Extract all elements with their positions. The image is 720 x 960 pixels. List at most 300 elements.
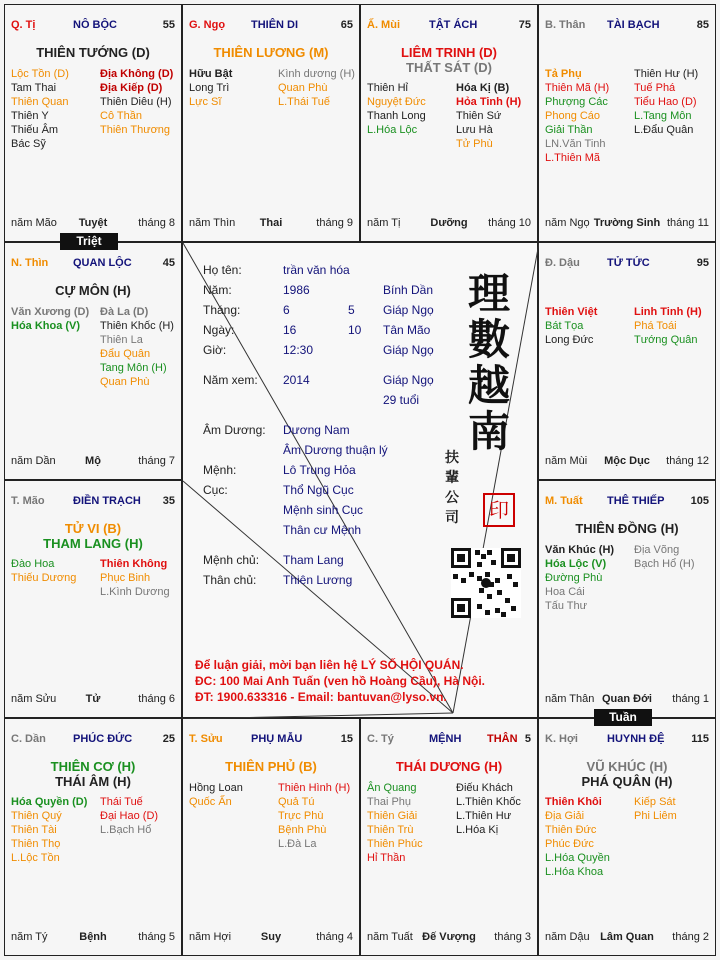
minor-star: Quan Phù: [278, 82, 328, 94]
than-chu-label: Thân chủ:: [203, 573, 257, 587]
minor-star: Thiên Sứ: [456, 110, 502, 122]
minor-star: Hồng Loan: [189, 782, 243, 794]
month-label: tháng 5: [138, 931, 175, 943]
branch-label: Q. Tị: [11, 19, 36, 31]
palace-name: HUYNH ĐỆ: [607, 733, 665, 745]
branch-label: N. Thìn: [11, 257, 49, 269]
main-star: VŨ KHÚC (H): [586, 759, 668, 774]
minor-star: Địa Võng: [634, 544, 680, 556]
star-column-right: [634, 795, 677, 823]
month-lunar: 5: [348, 303, 355, 317]
palace-name: PHỤ MẪU: [251, 733, 303, 745]
palace-cell-mao[interactable]: [4, 480, 182, 718]
main-star: THAM LANG (H): [43, 536, 143, 551]
star-column-right: [634, 543, 695, 571]
life-stage: Dưỡng: [430, 217, 468, 229]
palace-cell-tuat[interactable]: [538, 480, 716, 718]
name-value: trần văn hóa: [283, 263, 350, 277]
minor-star: Thai Phụ: [367, 796, 412, 808]
life-stage: Tuyệt: [78, 217, 108, 229]
month-label: tháng 1: [672, 693, 709, 705]
minor-star: L.Thiên Mã: [545, 152, 601, 164]
branch-label: T. Sửu: [189, 733, 223, 745]
day-lunar: 10: [348, 323, 362, 337]
minor-star: L.Hóa Khoa: [545, 866, 604, 878]
palace-header: [11, 495, 175, 511]
contact-line-3: ĐT: 1900.633316 - Email: bantuvan@lyso.vn.: [195, 690, 447, 704]
palace-cell-mui[interactable]: [360, 4, 538, 242]
minor-star: Tả Phụ: [545, 68, 582, 80]
minor-star: L.Hóa Quyền: [545, 852, 610, 864]
minor-star: L.Bạch Hổ: [100, 824, 152, 836]
palace-header: [367, 19, 531, 35]
minor-star: Hữu Bật: [189, 68, 233, 80]
year-label: năm Mùi: [545, 455, 588, 467]
star-column-right: [634, 305, 702, 347]
life-stage: Suy: [260, 931, 282, 943]
palace-footer: [545, 693, 709, 707]
minor-star: Phá Toái: [634, 320, 677, 332]
palace-number: 105: [690, 495, 709, 507]
main-star: THÁI DƯƠNG (H): [395, 759, 503, 774]
minor-star: L.Đẩu Quân: [634, 124, 694, 136]
month-value: 6: [283, 303, 290, 317]
main-star: THIÊN PHỦ (B): [225, 759, 317, 774]
main-stars: [361, 45, 537, 75]
main-star: THIÊN LƯƠNG (M): [213, 45, 329, 60]
month-label: tháng 8: [138, 217, 175, 229]
palace-header: [189, 19, 353, 35]
palace-number: 15: [340, 733, 353, 745]
palace-name: ĐIỀN TRẠCH: [73, 495, 141, 507]
minor-star: Quốc Ấn: [189, 796, 232, 808]
main-stars: [5, 283, 181, 298]
palace-number: 115: [691, 733, 709, 745]
palace-name: PHÚC ĐỨC: [73, 733, 133, 745]
palace-footer: [189, 217, 353, 231]
main-star: THIÊN TƯỚNG (D): [36, 45, 150, 60]
star-column-left: [189, 67, 232, 109]
palace-number: 65: [340, 19, 353, 31]
than-marker: THÂN: [487, 733, 518, 745]
palace-number: 85: [696, 19, 709, 31]
view-year-label: Năm xem:: [203, 373, 258, 387]
year-label: năm Dậu: [545, 931, 590, 943]
menh-value: Lô Trung Hỏa: [283, 463, 356, 477]
palace-cell-suu[interactable]: [182, 718, 360, 956]
minor-star: Bác Sỹ: [11, 138, 46, 150]
calligraphy-char: 南: [468, 407, 511, 456]
main-stars: [539, 521, 715, 536]
year-label: năm Tuất: [367, 931, 413, 943]
minor-star: Trực Phù: [278, 810, 324, 822]
life-stage: Quan Đới: [602, 693, 652, 705]
year-label: năm Tị: [367, 217, 401, 229]
branch-label: M. Tuất: [545, 495, 583, 507]
hour-value: 12:30: [283, 343, 314, 357]
minor-star: Tiểu Hao (D): [634, 96, 697, 108]
year-label: năm Thân: [545, 693, 595, 705]
view-cancan: Giáp Ngọ: [383, 373, 434, 387]
year-label: Năm:: [203, 283, 232, 297]
minor-star: Thiên Trù: [367, 824, 414, 836]
main-stars: [5, 45, 181, 60]
year-label: năm Thìn: [189, 217, 236, 229]
minor-star: Thiên Giải: [367, 810, 418, 822]
month-label: tháng 2: [672, 931, 709, 943]
contact-line-2: ĐC: 100 Mai Anh Tuấn (ven hồ Hoàng Cầu), Hà Nội.: [195, 674, 486, 688]
minor-star: Đại Hao (D): [100, 810, 159, 822]
star-column-right: [100, 305, 174, 389]
month-label: tháng 6: [138, 693, 175, 705]
main-stars: [183, 45, 359, 60]
year-cancan: Bính Dần: [383, 283, 434, 297]
minor-star: L.Hóa Kị: [456, 824, 499, 836]
minor-star: Tấu Thư: [545, 600, 588, 612]
minor-star: Hỏa Tinh (H): [456, 96, 522, 108]
center-info-panel: [182, 242, 538, 718]
branch-label: Ấ. Mùi: [367, 19, 400, 31]
palace-header: [189, 733, 353, 749]
minor-star: Thái Tuế: [100, 796, 143, 808]
palace-header: [11, 19, 175, 35]
main-star: THIÊN CƠ (H): [50, 759, 136, 774]
minor-star: Địa Không (D): [100, 68, 174, 80]
branch-label: G. Ngọ: [189, 19, 226, 31]
star-column-left: [545, 543, 614, 613]
than-chu-value: Thiên Lương: [283, 573, 353, 587]
minor-star: Phong Cáo: [545, 110, 601, 122]
minor-star: L.Tang Môn: [634, 110, 692, 122]
hour-label: Giờ:: [203, 343, 227, 357]
life-stage: Bệnh: [79, 931, 107, 943]
life-stage: Thai: [259, 217, 283, 229]
minor-star: Quả Tú: [278, 796, 315, 808]
minor-star: Địa Giải: [545, 810, 585, 822]
palace-footer: [367, 217, 531, 231]
minor-star: Thiên Khốc (H): [100, 320, 174, 332]
palace-footer: [545, 931, 709, 945]
palace-number: 35: [162, 495, 175, 507]
minor-star: Hoa Cái: [545, 586, 585, 598]
palace-footer: [11, 931, 175, 945]
palace-cell-thin[interactable]: [4, 242, 182, 480]
palace-number: 25: [162, 733, 175, 745]
main-stars: [183, 759, 359, 774]
star-column-left: [11, 795, 87, 865]
palace-header: [545, 257, 709, 273]
minor-star: Giải Thần: [545, 124, 593, 136]
minor-star: Đà La (D): [100, 306, 149, 318]
minor-star: Thanh Long: [367, 110, 426, 122]
palace-cell-hoi[interactable]: [538, 718, 716, 956]
minor-star: L.Đà La: [278, 838, 317, 850]
palace-name: TỬ TỨC: [607, 257, 650, 269]
life-stage: Trường Sinh: [593, 217, 661, 229]
minor-star: Quan Phù: [100, 376, 150, 388]
name-label: Họ tên:: [203, 263, 242, 277]
minor-star: Thiên Thương: [100, 124, 171, 136]
cuc-value-3: Thân cư Mệnh: [283, 523, 362, 537]
star-column-left: [11, 67, 69, 151]
palace-footer: [11, 217, 175, 231]
minor-star: Ân Quang: [367, 782, 417, 794]
triet-tag: Triệt: [60, 233, 118, 250]
minor-star: Hỉ Thần: [367, 852, 406, 864]
month-label: tháng 9: [316, 217, 353, 229]
palace-number: 95: [696, 257, 709, 269]
minor-star: Thiên Diêu (H): [100, 96, 172, 108]
star-column-left: [367, 781, 423, 865]
tuan-tag: Tuần: [594, 709, 652, 726]
main-star: PHÁ QUÂN (H): [581, 774, 673, 789]
life-stage: Mộ: [85, 455, 101, 467]
minor-star: Địa Kiếp (D): [100, 82, 163, 94]
minor-star: Thiên Hình (H): [278, 782, 351, 794]
minor-star: Long Trì: [189, 82, 230, 94]
palace-name: MỆNH: [429, 733, 462, 745]
month-label: tháng 4: [316, 931, 353, 943]
main-star: CỰ MÔN (H): [55, 283, 131, 298]
minor-star: Thiên Hỉ: [367, 82, 408, 94]
minor-star: Kình dương (H): [278, 68, 355, 80]
minor-star: L.Lộc Tồn: [11, 852, 60, 864]
minor-star: Thiên Thọ: [11, 838, 61, 850]
star-column-right: [100, 67, 173, 137]
main-stars: [361, 759, 537, 774]
minor-star: Thiên Không: [100, 558, 168, 570]
year-label: năm Tý: [11, 931, 48, 943]
minor-star: Lộc Tồn (D): [11, 68, 69, 80]
contact-line-1: Để luận giải, mời bạn liên hệ LÝ SỐ HỘI QUÁN.: [195, 658, 464, 672]
minor-star: Hóa Lộc (V): [545, 558, 607, 570]
minor-star: Tuế Phá: [634, 82, 676, 94]
main-star: THÁI ÂM (H): [55, 774, 131, 789]
minor-star: Hóa Kị (B): [456, 82, 510, 94]
month-label: tháng 7: [138, 455, 175, 467]
view-year-value: 2014: [283, 373, 310, 387]
minor-star: Nguyệt Đức: [367, 96, 426, 108]
month-label: tháng 12: [666, 455, 709, 467]
star-column-left: [189, 781, 243, 809]
minor-star: Phượng Các: [545, 96, 608, 108]
minor-star: Thiên La: [100, 334, 143, 346]
palace-header: [545, 19, 709, 35]
minor-star: Lực Sĩ: [189, 96, 222, 108]
main-star: LIÊM TRINH (D): [400, 45, 498, 60]
minor-star: Bát Tọa: [545, 320, 584, 332]
minor-star: Hóa Khoa (V): [11, 320, 81, 332]
cuc-label: Cục:: [203, 483, 228, 497]
calligraphy-char: 理: [468, 269, 511, 318]
branch-label: C. Tý: [367, 733, 394, 745]
qr-code: [451, 548, 521, 618]
minor-star: Thiên Y: [11, 110, 49, 122]
branch-label: B. Thân: [545, 19, 586, 31]
cuc-value-2: Mệnh sinh Cục: [283, 503, 364, 517]
palace-name: TẬT ÁCH: [429, 19, 478, 31]
month-label: tháng 11: [666, 217, 709, 229]
minor-star: L.Kình Dương: [100, 586, 170, 598]
month-cancan: Giáp Ngọ: [383, 303, 434, 317]
minor-star: L.Thiên Hư: [456, 810, 512, 822]
calligraphy-char: 越: [468, 361, 511, 410]
palace-number: 75: [518, 19, 531, 31]
branch-label: C. Dần: [11, 733, 46, 745]
palace-footer: [367, 931, 531, 945]
life-stage: Mộc Dục: [604, 455, 650, 467]
day-label: Ngày:: [203, 323, 235, 337]
amduong-value-2: Âm Dương thuận lý: [283, 443, 388, 457]
minor-star: Thiên Đức: [545, 824, 597, 836]
palace-footer: [11, 455, 175, 469]
star-column-left: [11, 305, 89, 333]
palace-cell-dau[interactable]: [538, 242, 716, 480]
palace-cell-than[interactable]: [538, 4, 716, 242]
life-stage: Lâm Quan: [600, 931, 654, 943]
minor-star: Phi Liêm: [634, 810, 677, 822]
minor-star: L.Thái Tuế: [278, 96, 330, 108]
minor-star: Tử Phù: [456, 138, 493, 150]
palace-header: [11, 257, 175, 273]
palace-number: 45: [162, 257, 175, 269]
minor-star: Thiếu Âm: [11, 124, 59, 136]
minor-star: Đường Phù: [545, 572, 603, 584]
calligraphy: [468, 271, 518, 455]
branch-label: T. Mão: [11, 495, 45, 507]
life-stage: Đế Vượng: [422, 931, 476, 943]
age-value: 29 tuổi: [383, 393, 420, 407]
minor-star: Tướng Quân: [634, 334, 698, 346]
menh-chu-label: Mệnh chủ:: [203, 553, 260, 567]
amduong-label: Âm Dương:: [203, 423, 266, 437]
minor-star: Tang Môn (H): [100, 362, 167, 374]
star-column-left: [545, 795, 610, 879]
palace-header: [545, 495, 709, 511]
minor-star: Đào Hoa: [11, 558, 55, 570]
palace-header: [367, 733, 531, 749]
minor-star: Văn Xương (D): [11, 306, 90, 318]
year-value: 1986: [283, 283, 310, 297]
star-column-right: [100, 795, 158, 837]
menh-chu-value: Tham Lang: [283, 553, 344, 567]
minor-star: Thiên Khôi: [545, 796, 602, 808]
star-column-left: [367, 81, 426, 137]
month-label: tháng 3: [494, 931, 531, 943]
palace-name: TÀI BẠCH: [607, 19, 660, 31]
star-column-right: [278, 781, 350, 851]
main-stars: [5, 521, 181, 551]
palace-footer: [545, 217, 709, 231]
palace-number: 55: [162, 19, 175, 31]
main-star: THẤT SÁT (D): [406, 60, 492, 75]
menh-label: Mệnh:: [203, 463, 237, 477]
minor-star: Kiếp Sát: [634, 796, 676, 808]
star-column-right: [100, 557, 170, 599]
red-seal: 印: [483, 493, 515, 527]
palace-header: [545, 733, 709, 749]
minor-star: Thiên Hư (H): [634, 68, 699, 80]
minor-star: Thiên Tài: [11, 824, 57, 836]
star-column-right: [456, 81, 521, 151]
year-label: năm Ngọ: [545, 217, 590, 229]
palace-header: [11, 733, 175, 749]
palace-name: QUAN LỘC: [73, 257, 132, 269]
minor-star: Thiên Việt: [545, 306, 598, 318]
main-stars: [539, 759, 715, 789]
month-label: tháng 10: [488, 217, 531, 229]
life-stage: Tử: [85, 693, 101, 705]
day-value: 16: [283, 323, 297, 337]
minor-star: Phục Binh: [100, 572, 151, 584]
minor-star: LN.Văn Tinh: [545, 138, 606, 150]
palace-footer: [545, 455, 709, 469]
palace-name: THÊ THIẾP: [607, 495, 665, 507]
main-stars: [5, 759, 181, 789]
star-column-right: [278, 67, 355, 109]
minor-star: Thiếu Dương: [11, 572, 77, 584]
year-label: năm Sửu: [11, 693, 57, 705]
minor-star: L.Hóa Lộc: [367, 124, 418, 136]
minor-star: Cô Thần: [100, 110, 142, 122]
main-star: THIÊN ĐỒNG (H): [575, 521, 679, 536]
minor-star: Thiên Quý: [11, 810, 62, 822]
star-column-left: [545, 67, 609, 165]
year-label: năm Dần: [11, 455, 56, 467]
minor-star: Thiên Phúc: [367, 838, 423, 850]
minor-star: Phúc Đức: [545, 838, 594, 850]
palace-cell-ngo[interactable]: [182, 4, 360, 242]
hour-cancan: Giáp Ngọ: [383, 343, 434, 357]
star-column-right: [456, 781, 521, 837]
minor-star: Văn Khúc (H): [545, 544, 615, 556]
palace-footer: [11, 693, 175, 707]
star-column-left: [545, 305, 597, 347]
calligraphy-char: 數: [468, 315, 511, 364]
palace-cell-dan[interactable]: [4, 718, 182, 956]
palace-number: 5: [524, 733, 531, 745]
branch-label: Đ. Dậu: [545, 257, 580, 269]
amduong-value: Dương Nam: [283, 423, 350, 437]
minor-star: Đẩu Quân: [100, 348, 151, 360]
branch-label: K. Hợi: [545, 733, 578, 745]
palace-cell-ty[interactable]: [360, 718, 538, 956]
minor-star: Tam Thai: [11, 82, 57, 94]
minor-star: Linh Tinh (H): [634, 306, 702, 318]
main-star: TỬ VI (B): [64, 521, 122, 536]
month-label: Tháng:: [203, 303, 241, 317]
palace-cell-ti[interactable]: [4, 4, 182, 242]
minor-star: Thiên Quan: [11, 96, 69, 108]
cuc-value: Thổ Ngũ Cục: [283, 483, 354, 497]
minor-star: Bệnh Phù: [278, 824, 327, 836]
palace-name: NÔ BỘC: [73, 19, 117, 31]
palace-name: THIÊN DI: [251, 19, 299, 31]
calligraphy-small: 扶 輩 公 司: [445, 450, 459, 526]
minor-star: Bạch Hổ (H): [634, 558, 695, 570]
year-label: năm Mão: [11, 217, 57, 229]
palace-footer: [189, 931, 353, 945]
minor-star: Lưu Hà: [456, 124, 493, 136]
star-column-right: [634, 67, 698, 137]
minor-star: Điếu Khách: [456, 782, 513, 794]
minor-star: Hóa Quyền (D): [11, 796, 88, 808]
year-label: năm Hợi: [189, 931, 232, 943]
minor-star: Thiên Mã (H): [545, 82, 610, 94]
star-column-left: [11, 557, 76, 585]
minor-star: L.Thiên Khốc: [456, 796, 521, 808]
minor-star: Long Đức: [545, 334, 594, 346]
